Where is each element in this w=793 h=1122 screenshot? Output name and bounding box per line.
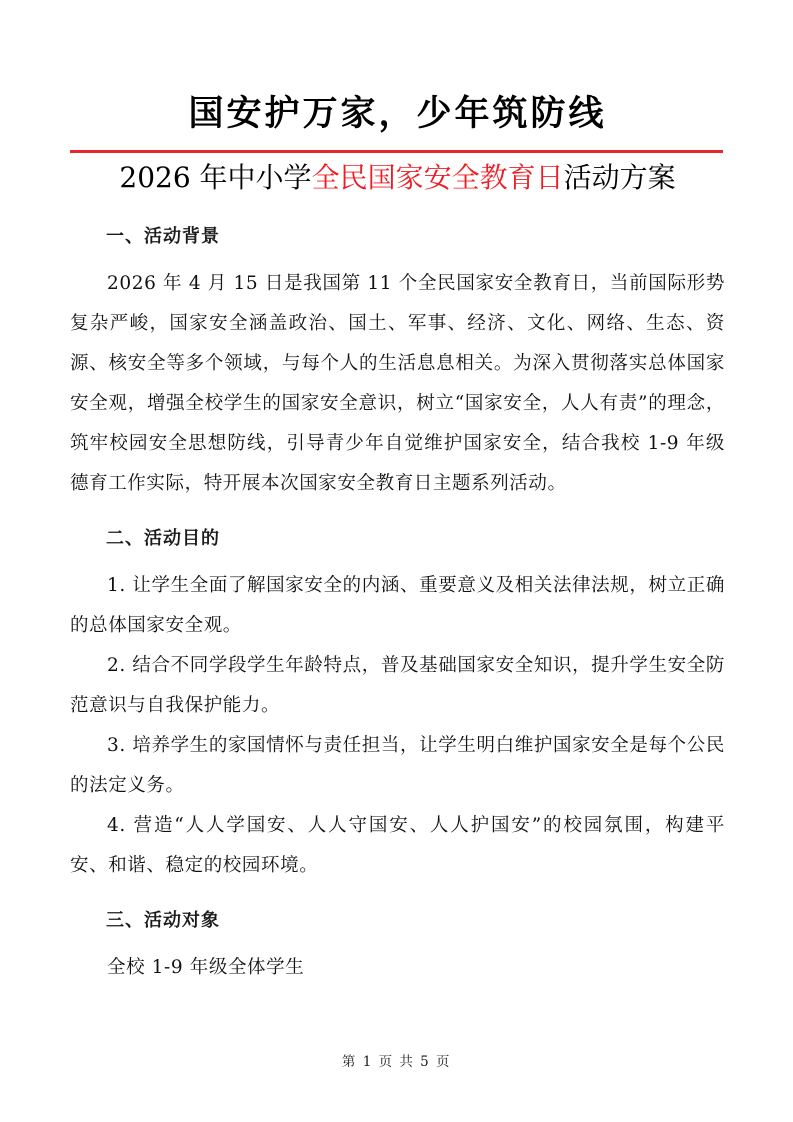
page-title: 国安护万家，少年筑防线 [188, 93, 607, 134]
subtitle-lead: 2026 年中小学 [119, 160, 312, 194]
document-subtitle [70, 153, 725, 196]
spacer [70, 886, 725, 906]
section-paragraph: 4. 营造“人人学国安、人人守国安、人人护国安”的校园氛围，构建平安、和谐、稳定的校园环境。 [70, 814, 725, 876]
spacer [70, 196, 725, 222]
section-paragraph: 2026 年 4 月 15 日是我国第 11 个全民国家安全教育日，当前国际形势复杂严峻，国家安全涵盖政治、国土、军事、经济、文化、网络、生态、资源、核安全等多个领域，与每个人的生活息息相关。为深入贯彻落实总体国家安全观，增强全校学生的国家安全意识，树立“国家安全，人人有责”的理念，筑牢校园安全思想防线，引导青少年自觉维护国家安全，结合我校 1-9 年级德育工作实际，特开展本次国家安全教育日主题系列活动。 [70, 272, 725, 494]
section-paragraph: 2. 结合不同学段学生年龄特点，普及基础国家安全知识，提升学生安全防范意识与自我保护能力。 [70, 654, 725, 716]
spacer [70, 553, 725, 566]
page-number-footer: 第 1 页 共 5 页 [341, 1054, 452, 1070]
section-paragraph: 全校 1-9 年级全体学生 [107, 956, 305, 978]
section-paragraph: 3. 培养学生的家国情怀与责任担当，让学生明白维护国家安全是每个公民的法定义务。 [70, 734, 725, 796]
section-heading-objectives: 二、活动目的 [106, 527, 220, 548]
subtitle-tail: 活动方案 [563, 160, 676, 194]
document-content [70, 0, 725, 988]
section-heading-background: 一、活动背景 [106, 226, 220, 247]
spacer [70, 251, 725, 264]
section-heading-participants: 三、活动对象 [106, 909, 220, 930]
section-paragraph: 1. 让学生全面了解国家安全的内涵、重要意义及相关法律法规，树立正确的总体国家安全观。 [70, 574, 725, 636]
spacer [70, 935, 725, 948]
spacer [70, 504, 725, 524]
subtitle-highlight: 全民国家安全教育日 [311, 160, 564, 194]
